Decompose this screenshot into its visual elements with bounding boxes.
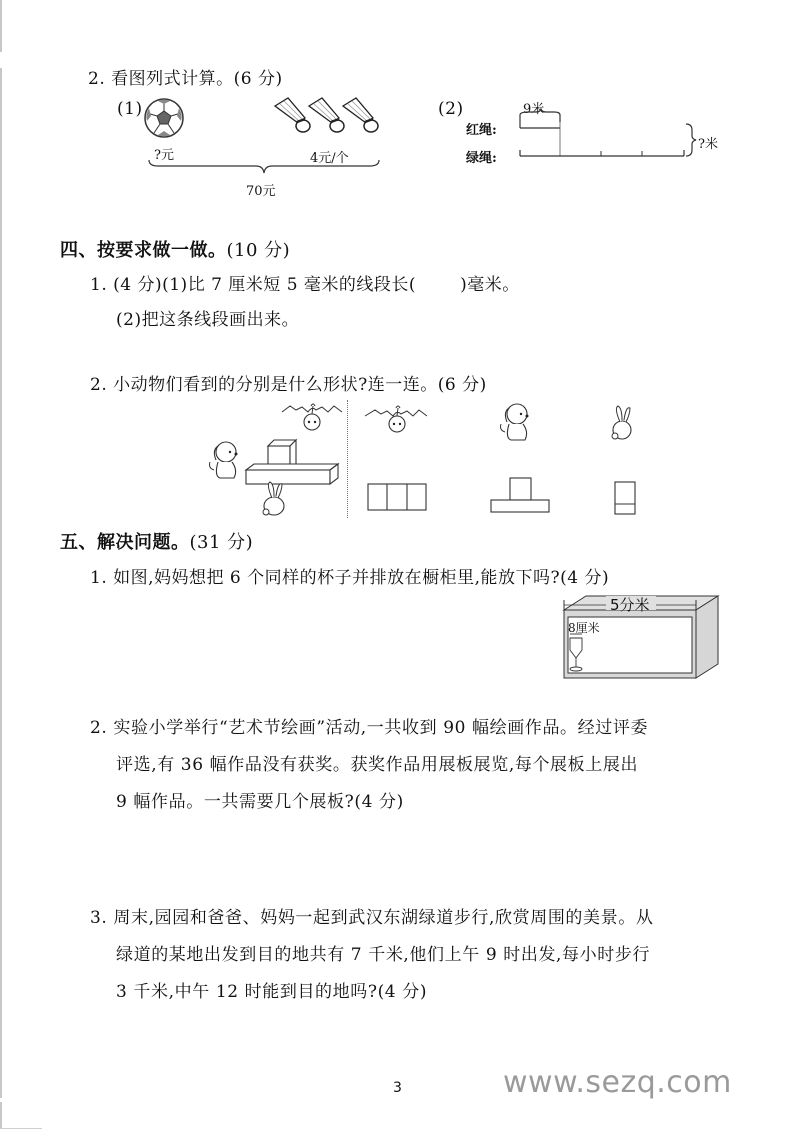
shuttlecock-icon <box>275 98 310 132</box>
page-number: 3 <box>393 1080 402 1096</box>
section-5-title: 五、解决问题。 <box>60 532 190 553</box>
length-label-9m: 9米 <box>523 102 545 117</box>
red-rope-label: 红绳: <box>466 123 497 138</box>
part-1-label: (1) <box>117 99 143 119</box>
question-2-title: 2. 看图列式计算。(6 分) <box>88 69 283 89</box>
page-edge-line <box>0 1102 2 1129</box>
section-5-points: (31 分) <box>189 532 254 553</box>
bird-icon <box>365 406 427 432</box>
shuttlecock-icon <box>343 98 378 132</box>
s4-question-2-title: 2. 小动物们看到的分别是什么形状?连一连。(6 分) <box>90 375 487 395</box>
s4-q1-text-before: 1. (4 分)(1)比 7 厘米短 5 毫米的线段长( <box>90 275 417 295</box>
s4-question-1-line-1 <box>90 270 520 295</box>
page-corner-line <box>0 1128 42 1129</box>
rope-line-diagram <box>518 110 718 162</box>
s5-q2-line: 2. 实验小学举行“艺术节绘画”活动,一共收到 90 幅绘画作品。经过评委 <box>90 718 649 738</box>
section-5-heading <box>60 528 253 554</box>
rabbit-icon <box>263 482 284 515</box>
solid-figure-icon <box>246 440 338 484</box>
soccer-ball-icon <box>144 96 184 140</box>
cabinet-width-label: 5分米 <box>610 596 650 614</box>
s4-q1-text-after: )毫米。 <box>460 275 520 295</box>
shuttlecock-price-label: 4元/个 <box>310 151 349 166</box>
s5-question-3 <box>90 900 653 1011</box>
s5-q3-line: 3 千米,中午 12 时能到目的地吗?(4 分) <box>116 982 428 1002</box>
view-two-stacked <box>615 482 635 514</box>
s5-q2-line: 9 幅作品。一共需要几个展板?(4 分) <box>116 792 404 812</box>
dog-icon <box>210 442 238 478</box>
watermark: www.sezq.com <box>503 1065 732 1100</box>
page-edge-line <box>0 0 2 52</box>
s5-q3-line: 3. 周末,园园和爸爸、妈妈一起到武汉东湖绿道步行,欣赏周围的美景。从 <box>90 908 654 928</box>
dog-icon <box>501 404 529 440</box>
rabbit-icon <box>612 406 631 439</box>
total-price-label: 70元 <box>246 184 276 199</box>
s5-question-1: 1. 如图,妈妈想把 6 个同样的杯子并排放在橱柜里,能放下吗?(4 分) <box>90 568 610 588</box>
s4-question-1-line-2: (2)把这条线段画出来。 <box>116 310 300 330</box>
section-4-points: (10 分) <box>226 240 291 261</box>
total-length-label: ?米 <box>698 137 718 152</box>
bird-icon <box>282 404 342 430</box>
shuttlecock-icons <box>272 96 382 142</box>
view-three-squares <box>368 484 426 510</box>
page-edge-line <box>0 68 2 1098</box>
s5-q3-line: 绿道的某地出发到目的地共有 7 千米,他们上午 9 时出发,每小时步行 <box>116 945 651 965</box>
section-4-title: 四、按要求做一做。 <box>60 240 227 261</box>
divider-line <box>347 400 348 518</box>
section-4-heading <box>60 236 290 262</box>
shuttlecock-icon <box>309 98 344 132</box>
green-rope-label: 绿绳: <box>466 151 497 166</box>
view-t-shape <box>491 478 549 512</box>
s5-question-2 <box>90 710 648 821</box>
s5-q2-line: 评选,有 36 幅作品没有获奖。获奖作品用展板展览,每个展板上展出 <box>116 755 639 775</box>
views-matching-area <box>365 400 665 520</box>
animals-viewing-solid-figure <box>200 398 350 520</box>
part-2-label: (2) <box>438 99 464 119</box>
total-brace <box>148 160 380 178</box>
cup-width-label: 8厘米 <box>568 621 600 635</box>
ball-price-label: ?元 <box>154 148 174 163</box>
